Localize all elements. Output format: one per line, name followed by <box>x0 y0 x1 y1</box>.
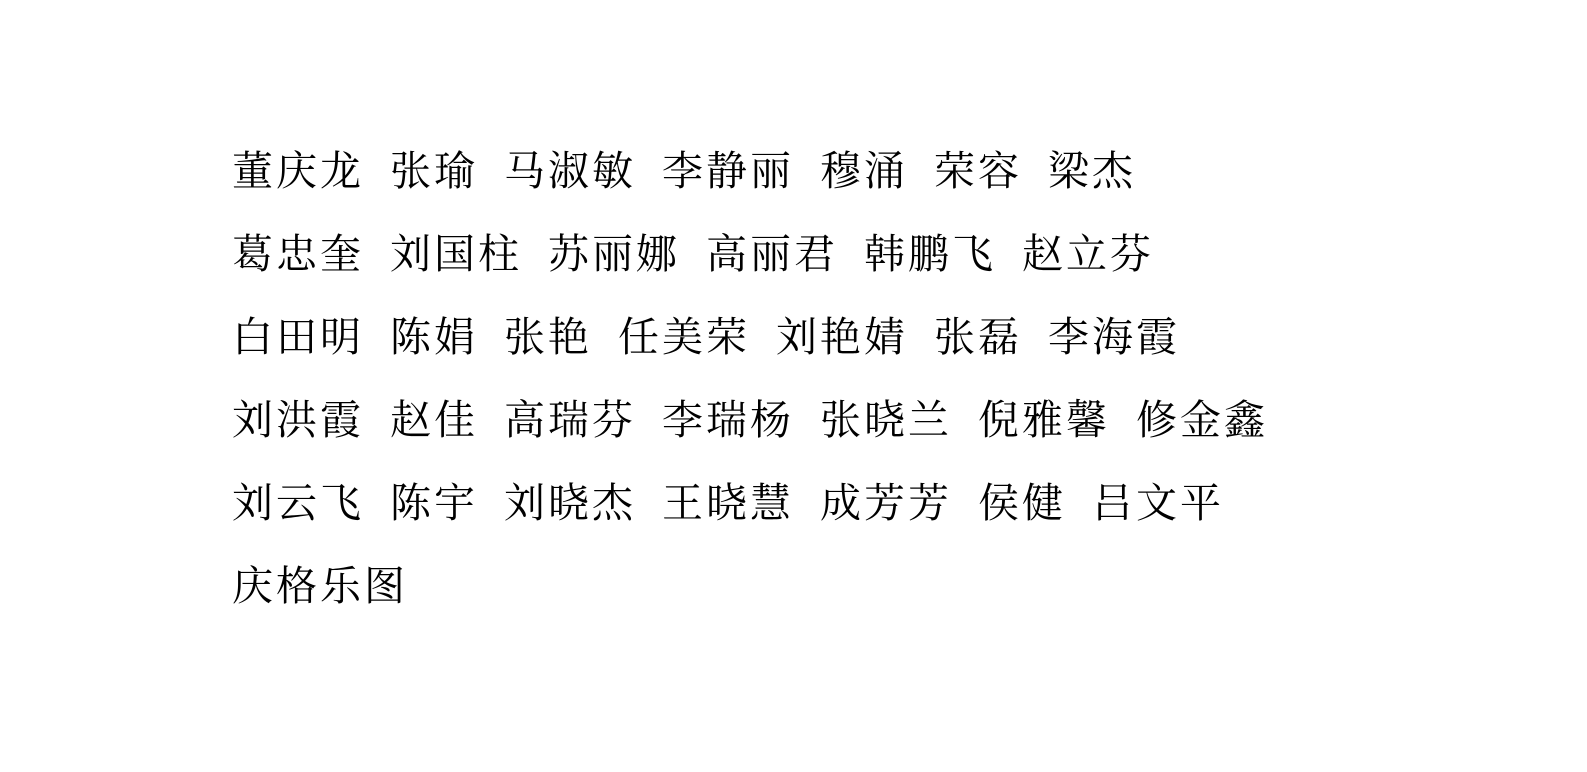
person-name: 董庆龙 <box>232 147 364 195</box>
person-name: 张磊 <box>934 313 1022 361</box>
person-name: 任美荣 <box>618 313 750 361</box>
person-name: 李海霞 <box>1048 313 1180 361</box>
name-list-line <box>232 296 1392 379</box>
person-name: 刘国柱 <box>390 230 522 278</box>
person-name: 张瑜 <box>390 147 478 195</box>
name-list-line <box>232 545 1392 628</box>
person-name: 李静丽 <box>662 147 794 195</box>
person-name: 赵佳 <box>390 396 478 444</box>
person-name: 陈宇 <box>390 479 478 527</box>
person-name: 张艳 <box>504 313 592 361</box>
person-name: 刘晓杰 <box>504 479 636 527</box>
person-name: 白田明 <box>232 313 364 361</box>
name-list <box>232 130 1392 628</box>
name-list-line <box>232 213 1392 296</box>
person-name: 高丽君 <box>706 230 838 278</box>
person-name: 修金鑫 <box>1136 396 1268 444</box>
person-name: 庆格乐图 <box>232 562 408 610</box>
person-name: 赵立芬 <box>1022 230 1154 278</box>
person-name: 刘艳婧 <box>776 313 908 361</box>
name-list-line <box>232 130 1392 213</box>
person-name: 韩鹏飞 <box>864 230 996 278</box>
person-name: 成芳芳 <box>820 479 952 527</box>
person-name: 侯健 <box>978 479 1066 527</box>
person-name: 穆涌 <box>820 147 908 195</box>
person-name: 倪雅馨 <box>978 396 1110 444</box>
person-name: 高瑞芬 <box>504 396 636 444</box>
person-name: 荣容 <box>934 147 1022 195</box>
person-name: 苏丽娜 <box>548 230 680 278</box>
person-name: 葛忠奎 <box>232 230 364 278</box>
person-name: 刘云飞 <box>232 479 364 527</box>
person-name: 李瑞杨 <box>662 396 794 444</box>
person-name: 马淑敏 <box>504 147 636 195</box>
person-name: 陈娟 <box>390 313 478 361</box>
name-list-line <box>232 379 1392 462</box>
person-name: 刘洪霞 <box>232 396 364 444</box>
person-name: 王晓慧 <box>662 479 794 527</box>
person-name: 梁杰 <box>1048 147 1136 195</box>
person-name: 吕文平 <box>1092 479 1224 527</box>
person-name: 张晓兰 <box>820 396 952 444</box>
name-list-line <box>232 462 1392 545</box>
